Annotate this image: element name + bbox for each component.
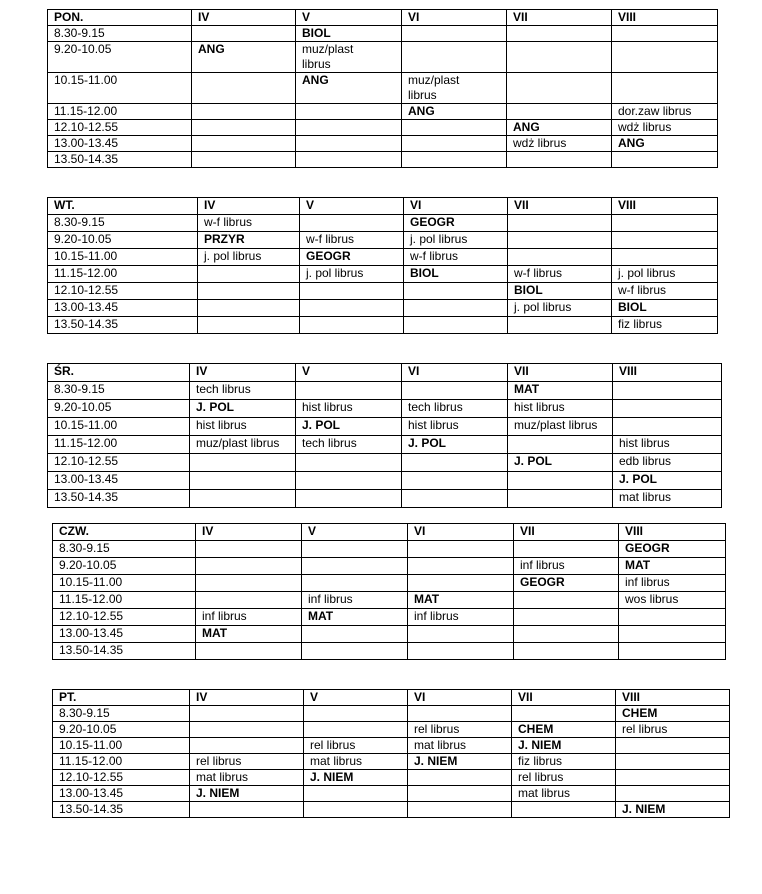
lesson-cell: w-f librus	[508, 266, 612, 283]
timetable-friday	[52, 689, 730, 818]
lesson-cell: J. POL	[508, 454, 613, 472]
lesson-cell: CHEM	[512, 722, 616, 738]
lesson-cell: inf librus	[196, 609, 302, 626]
lesson-cell	[190, 722, 304, 738]
lesson-cell	[190, 454, 296, 472]
lesson-cell	[190, 490, 296, 508]
table-row	[48, 400, 722, 418]
lesson-cell	[402, 120, 507, 136]
lesson-cell: muz/plast librus	[296, 42, 402, 73]
lesson-cell: hist librus	[508, 400, 613, 418]
lesson-cell	[616, 770, 730, 786]
class-header-vii: VII	[507, 10, 612, 26]
class-header-vi: VI	[404, 198, 508, 215]
timetable-tuesday	[47, 197, 718, 334]
class-header-vi: VI	[408, 690, 512, 706]
class-header-viii: VIII	[612, 198, 718, 215]
lesson-cell	[402, 136, 507, 152]
timetable-wednesday	[47, 363, 722, 508]
table-row	[48, 26, 718, 42]
lesson-cell: wdż librus	[507, 136, 612, 152]
header-row	[48, 364, 722, 382]
lesson-cell: rel librus	[190, 754, 304, 770]
table-row	[53, 722, 730, 738]
time-slot: 13.00-13.45	[53, 626, 196, 643]
lesson-cell	[514, 643, 619, 660]
lesson-cell: BIOL	[508, 283, 612, 300]
lesson-cell: wos librus	[619, 592, 726, 609]
class-header-v: V	[302, 524, 408, 541]
time-slot: 13.00-13.45	[48, 300, 198, 317]
class-header-vi: VI	[402, 364, 508, 382]
lesson-cell: j. pol librus	[508, 300, 612, 317]
class-header-iv: IV	[198, 198, 300, 215]
time-slot: 11.15-12.00	[48, 266, 198, 283]
table-row	[48, 249, 718, 266]
lesson-cell	[508, 490, 613, 508]
time-slot: 12.10-12.55	[48, 283, 198, 300]
table-row	[53, 575, 726, 592]
class-header-vi: VI	[408, 524, 514, 541]
lesson-cell	[198, 300, 300, 317]
table-row	[48, 436, 722, 454]
lesson-cell	[612, 215, 718, 232]
lesson-cell: MAT	[196, 626, 302, 643]
class-header-vii: VII	[508, 364, 613, 382]
lesson-cell: PRZYR	[198, 232, 300, 249]
table-row	[48, 454, 722, 472]
table-row	[48, 152, 718, 168]
lesson-cell	[190, 802, 304, 818]
lesson-cell	[408, 575, 514, 592]
time-slot: 9.20-10.05	[48, 232, 198, 249]
day-label: CZW.	[53, 524, 196, 541]
lesson-cell	[300, 317, 404, 334]
lesson-cell: J. POL	[402, 436, 508, 454]
class-header-vi: VI	[402, 10, 507, 26]
lesson-cell: J. NIEM	[304, 770, 408, 786]
lesson-cell: CHEM	[616, 706, 730, 722]
lesson-cell: ANG	[507, 120, 612, 136]
time-slot: 13.00-13.45	[53, 786, 190, 802]
header-row	[53, 690, 730, 706]
lesson-cell	[296, 136, 402, 152]
lesson-cell	[404, 283, 508, 300]
lesson-cell: J. POL	[296, 418, 402, 436]
lesson-cell	[196, 575, 302, 592]
lesson-cell: mat librus	[613, 490, 722, 508]
lesson-cell: ANG	[192, 42, 296, 73]
lesson-cell	[302, 575, 408, 592]
lesson-cell: BIOL	[612, 300, 718, 317]
lesson-cell	[508, 317, 612, 334]
lesson-cell	[296, 490, 402, 508]
lesson-cell: GEOGR	[619, 541, 726, 558]
lesson-cell	[300, 283, 404, 300]
lesson-cell: rel librus	[408, 722, 512, 738]
lesson-cell	[508, 472, 613, 490]
lesson-cell: J. NIEM	[408, 754, 512, 770]
table-row	[53, 592, 726, 609]
class-header-iv: IV	[190, 364, 296, 382]
lesson-cell: fiz librus	[512, 754, 616, 770]
lesson-cell	[514, 592, 619, 609]
lesson-cell: j. pol librus	[612, 266, 718, 283]
lesson-cell: rel librus	[616, 722, 730, 738]
time-slot: 13.50-14.35	[48, 152, 192, 168]
header-row	[48, 198, 718, 215]
lesson-cell	[507, 104, 612, 120]
lesson-cell	[190, 706, 304, 722]
time-slot: 13.50-14.35	[53, 802, 190, 818]
time-slot: 9.20-10.05	[53, 722, 190, 738]
lesson-cell: tech librus	[402, 400, 508, 418]
lesson-cell: rel librus	[512, 770, 616, 786]
lesson-cell: tech librus	[190, 382, 296, 400]
lesson-cell	[304, 722, 408, 738]
lesson-cell: MAT	[508, 382, 613, 400]
lesson-cell	[302, 541, 408, 558]
class-header-v: V	[296, 10, 402, 26]
lesson-cell: mat librus	[190, 770, 304, 786]
lesson-cell: mat librus	[408, 738, 512, 754]
lesson-cell	[296, 104, 402, 120]
lesson-cell	[196, 541, 302, 558]
time-slot: 11.15-12.00	[53, 592, 196, 609]
lesson-cell: j. pol librus	[404, 232, 508, 249]
lesson-cell	[508, 249, 612, 266]
lesson-cell: hist librus	[190, 418, 296, 436]
lesson-cell: rel librus	[304, 738, 408, 754]
lesson-cell	[613, 382, 722, 400]
time-slot: 8.30-9.15	[48, 382, 190, 400]
table-row	[53, 609, 726, 626]
lesson-cell	[612, 42, 718, 73]
lesson-cell	[304, 802, 408, 818]
lesson-cell	[192, 26, 296, 42]
lesson-cell: muz/plast librus	[402, 73, 507, 104]
lesson-cell	[196, 643, 302, 660]
time-slot: 9.20-10.05	[53, 558, 196, 575]
lesson-cell	[514, 541, 619, 558]
lesson-cell	[408, 706, 512, 722]
lesson-cell	[512, 706, 616, 722]
lesson-cell: inf librus	[514, 558, 619, 575]
lesson-cell	[404, 317, 508, 334]
table-row	[53, 738, 730, 754]
lesson-cell: j. pol librus	[300, 266, 404, 283]
lesson-cell	[612, 73, 718, 104]
lesson-cell	[507, 42, 612, 73]
header-row	[53, 524, 726, 541]
time-slot: 12.10-12.55	[48, 120, 192, 136]
class-header-v: V	[296, 364, 402, 382]
time-slot: 12.10-12.55	[53, 770, 190, 786]
table-row	[48, 120, 718, 136]
lesson-cell	[302, 643, 408, 660]
lesson-cell: mat librus	[304, 754, 408, 770]
header-row	[48, 10, 718, 26]
time-slot: 13.00-13.45	[48, 472, 190, 490]
time-slot: 13.50-14.35	[53, 643, 196, 660]
class-header-iv: IV	[196, 524, 302, 541]
class-header-iv: IV	[190, 690, 304, 706]
lesson-cell	[408, 626, 514, 643]
time-slot: 12.10-12.55	[48, 454, 190, 472]
lesson-cell: hist librus	[613, 436, 722, 454]
time-slot: 13.50-14.35	[48, 317, 198, 334]
time-slot: 11.15-12.00	[48, 104, 192, 120]
lesson-cell	[192, 73, 296, 104]
lesson-cell: inf librus	[619, 575, 726, 592]
lesson-cell	[408, 786, 512, 802]
lesson-cell	[619, 609, 726, 626]
lesson-cell	[304, 706, 408, 722]
lesson-cell	[507, 73, 612, 104]
lesson-cell	[402, 490, 508, 508]
class-header-viii: VIII	[612, 10, 718, 26]
table-row	[53, 643, 726, 660]
table-row	[48, 136, 718, 152]
lesson-cell	[402, 454, 508, 472]
table-row	[48, 382, 722, 400]
lesson-cell: J. NIEM	[190, 786, 304, 802]
time-slot: 8.30-9.15	[48, 215, 198, 232]
lesson-cell: muz/plast librus	[508, 418, 613, 436]
lesson-cell	[402, 26, 507, 42]
lesson-cell: ANG	[612, 136, 718, 152]
lesson-cell: w-f librus	[198, 215, 300, 232]
lesson-cell	[507, 26, 612, 42]
time-slot: 10.15-11.00	[48, 418, 190, 436]
time-slot: 8.30-9.15	[48, 26, 192, 42]
lesson-cell	[514, 609, 619, 626]
lesson-cell	[612, 232, 718, 249]
time-slot: 11.15-12.00	[53, 754, 190, 770]
lesson-cell	[616, 786, 730, 802]
table-row	[53, 786, 730, 802]
table-row	[48, 317, 718, 334]
time-slot: 10.15-11.00	[48, 249, 198, 266]
lesson-cell: J. NIEM	[616, 802, 730, 818]
lesson-cell	[198, 283, 300, 300]
lesson-cell: muz/plast librus	[190, 436, 296, 454]
lesson-cell	[616, 738, 730, 754]
time-slot: 8.30-9.15	[53, 541, 196, 558]
table-row	[48, 418, 722, 436]
lesson-cell	[507, 152, 612, 168]
lesson-cell	[514, 626, 619, 643]
class-header-vii: VII	[508, 198, 612, 215]
table-row	[53, 558, 726, 575]
lesson-cell: hist librus	[402, 418, 508, 436]
lesson-cell	[300, 300, 404, 317]
day-label: PON.	[48, 10, 192, 26]
lesson-cell	[402, 152, 507, 168]
table-row	[53, 626, 726, 643]
lesson-cell	[300, 215, 404, 232]
lesson-cell	[190, 472, 296, 490]
timetable-monday	[47, 9, 718, 168]
lesson-cell	[192, 152, 296, 168]
class-header-iv: IV	[192, 10, 296, 26]
table-row	[48, 215, 718, 232]
class-header-vii: VII	[514, 524, 619, 541]
lesson-cell	[408, 770, 512, 786]
time-slot: 13.50-14.35	[48, 490, 190, 508]
time-slot: 9.20-10.05	[48, 400, 190, 418]
lesson-cell: BIOL	[296, 26, 402, 42]
lesson-cell: J. NIEM	[512, 738, 616, 754]
class-header-viii: VIII	[616, 690, 730, 706]
lesson-cell: j. pol librus	[198, 249, 300, 266]
lesson-cell	[296, 454, 402, 472]
time-slot: 9.20-10.05	[48, 42, 192, 73]
class-header-vii: VII	[512, 690, 616, 706]
lesson-cell	[304, 786, 408, 802]
lesson-cell	[508, 232, 612, 249]
lesson-cell: ANG	[402, 104, 507, 120]
lesson-cell	[192, 136, 296, 152]
lesson-cell: MAT	[408, 592, 514, 609]
lesson-cell	[508, 215, 612, 232]
lesson-cell	[619, 643, 726, 660]
lesson-cell: dor.zaw librus	[612, 104, 718, 120]
table-row	[53, 770, 730, 786]
lesson-cell	[508, 436, 613, 454]
lesson-cell	[198, 317, 300, 334]
class-header-v: V	[304, 690, 408, 706]
table-row	[48, 266, 718, 283]
lesson-cell: J. POL	[190, 400, 296, 418]
lesson-cell	[612, 249, 718, 266]
lesson-cell	[613, 418, 722, 436]
lesson-cell: mat librus	[512, 786, 616, 802]
class-header-v: V	[300, 198, 404, 215]
time-slot: 10.15-11.00	[48, 73, 192, 104]
table-row	[53, 541, 726, 558]
class-header-viii: VIII	[619, 524, 726, 541]
lesson-cell: w-f librus	[612, 283, 718, 300]
time-slot: 10.15-11.00	[53, 575, 196, 592]
table-row	[53, 706, 730, 722]
lesson-cell: hist librus	[296, 400, 402, 418]
table-row	[48, 283, 718, 300]
lesson-cell	[402, 42, 507, 73]
lesson-cell	[619, 626, 726, 643]
time-slot: 10.15-11.00	[53, 738, 190, 754]
lesson-cell	[302, 558, 408, 575]
lesson-cell	[612, 26, 718, 42]
lesson-cell: J. POL	[613, 472, 722, 490]
lesson-cell	[196, 558, 302, 575]
lesson-cell: tech librus	[296, 436, 402, 454]
lesson-cell: w-f librus	[300, 232, 404, 249]
lesson-cell	[408, 802, 512, 818]
lesson-cell: ANG	[296, 73, 402, 104]
time-slot: 12.10-12.55	[53, 609, 196, 626]
lesson-cell	[612, 152, 718, 168]
table-row	[53, 754, 730, 770]
lesson-cell	[408, 558, 514, 575]
lesson-cell	[408, 643, 514, 660]
lesson-cell	[296, 120, 402, 136]
time-slot: 8.30-9.15	[53, 706, 190, 722]
lesson-cell	[402, 472, 508, 490]
lesson-cell	[192, 120, 296, 136]
lesson-cell: inf librus	[302, 592, 408, 609]
lesson-cell: GEOGR	[404, 215, 508, 232]
lesson-cell: fiz librus	[612, 317, 718, 334]
lesson-cell: inf librus	[408, 609, 514, 626]
lesson-cell	[616, 754, 730, 770]
class-header-viii: VIII	[613, 364, 722, 382]
day-label: WT.	[48, 198, 198, 215]
lesson-cell	[302, 626, 408, 643]
lesson-cell	[296, 382, 402, 400]
lesson-cell: edb librus	[613, 454, 722, 472]
lesson-cell: GEOGR	[300, 249, 404, 266]
lesson-cell: wdż librus	[612, 120, 718, 136]
lesson-cell	[404, 300, 508, 317]
lesson-cell: MAT	[302, 609, 408, 626]
lesson-cell: MAT	[619, 558, 726, 575]
table-row	[48, 490, 722, 508]
table-row	[48, 232, 718, 249]
lesson-cell	[408, 541, 514, 558]
time-slot: 13.00-13.45	[48, 136, 192, 152]
lesson-cell	[613, 400, 722, 418]
table-row	[48, 300, 718, 317]
lesson-cell	[192, 104, 296, 120]
table-row	[48, 73, 718, 104]
table-row	[48, 42, 718, 73]
lesson-cell	[296, 472, 402, 490]
time-slot: 11.15-12.00	[48, 436, 190, 454]
lesson-cell	[512, 802, 616, 818]
lesson-cell	[402, 382, 508, 400]
lesson-cell: w-f librus	[404, 249, 508, 266]
lesson-cell	[198, 266, 300, 283]
lesson-cell: BIOL	[404, 266, 508, 283]
table-row	[48, 472, 722, 490]
table-row	[48, 104, 718, 120]
lesson-cell	[196, 592, 302, 609]
day-label: ŚR.	[48, 364, 190, 382]
timetable-thursday	[52, 523, 726, 660]
table-row	[53, 802, 730, 818]
lesson-cell	[296, 152, 402, 168]
lesson-cell: GEOGR	[514, 575, 619, 592]
day-label: PT.	[53, 690, 190, 706]
lesson-cell	[190, 738, 304, 754]
